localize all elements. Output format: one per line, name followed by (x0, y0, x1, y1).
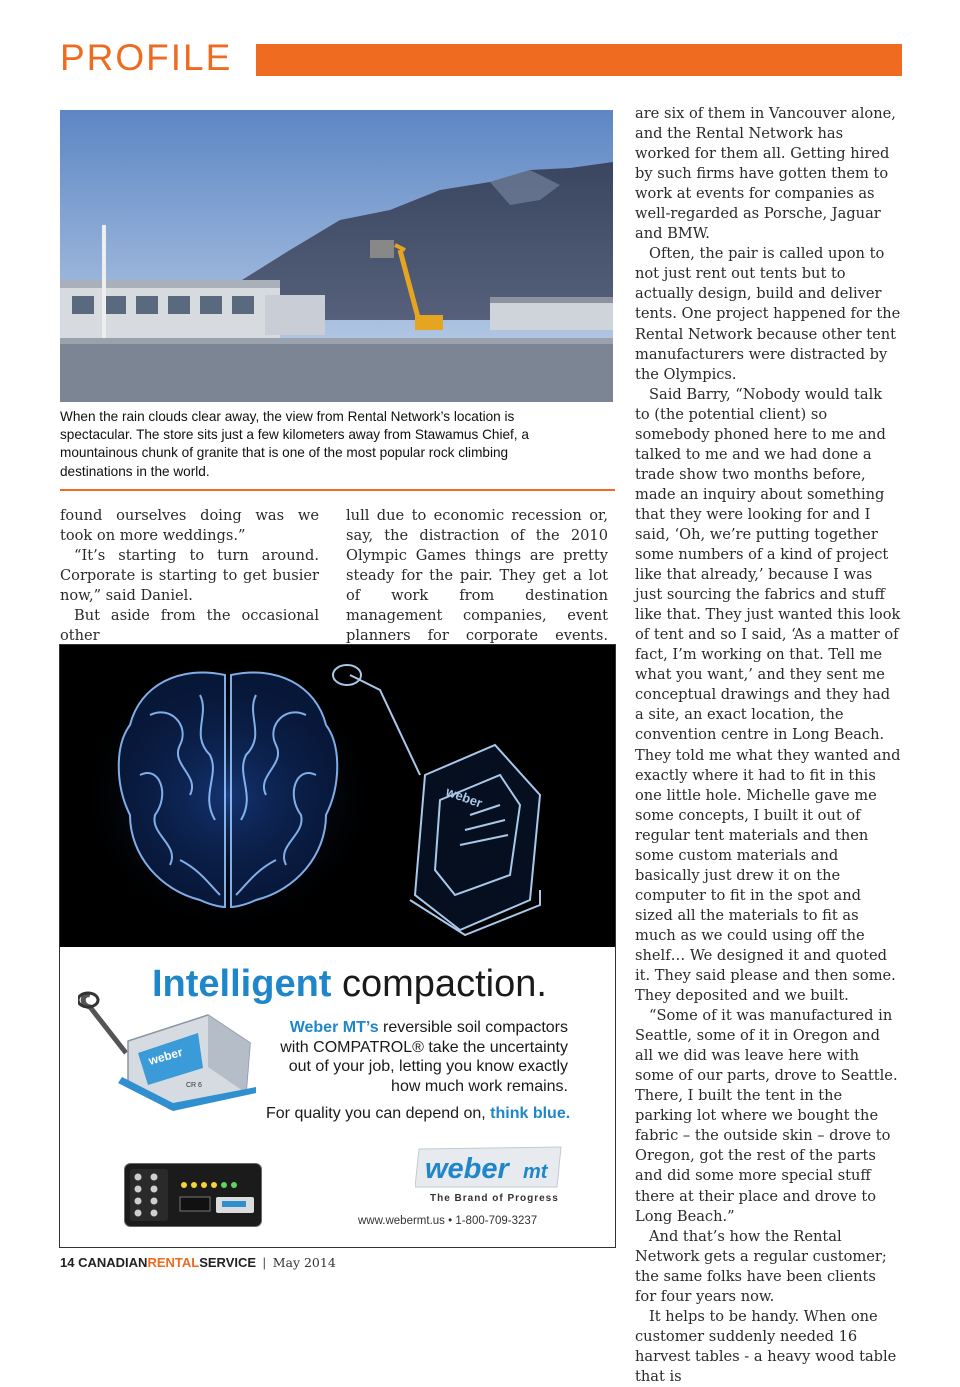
publication-name (78, 1255, 256, 1270)
paragraph: are six of them in Vancouver alone, and the Rental Network has worked for them all. Getting hired by such firms have gotten them to work at events for companies as well-regarded as Porsche, Jaguar and BMW. (635, 105, 896, 243)
paragraph: But aside from the occasional other (60, 607, 319, 645)
store-photo-illustration (60, 110, 613, 402)
ad-copy-line: reversible soil compactors (378, 1019, 568, 1036)
page-footer (60, 1255, 336, 1270)
article-column-3 (635, 104, 901, 1387)
compatrol-panel-icon (124, 1163, 262, 1227)
paragraph: “Some of it was manufactured in Seattle, some of it in Oregon and all we did was leave here with some of our parts, drove to Seattle. There, I built the tent in the parking lot where we bought the fabric – the outside skin – drove to Oregon, got the rest of the parts and did some more special stuff there at their place and drove to Long Beach.” (635, 1007, 898, 1225)
header-bar (256, 44, 902, 76)
publication-name-part: SERVICE (199, 1255, 257, 1270)
compactor-product-icon (78, 983, 268, 1113)
section-title: PROFILE (60, 37, 233, 78)
article-column-1 (60, 506, 319, 646)
publication-name-part: CANADIAN (78, 1255, 148, 1270)
ad-body-copy (260, 1018, 568, 1096)
paragraph: Said Barry, “Nobody would talk to (the potential client) so somebody phoned here to me and talked to me and we had done a trade show two months before, made an inquiry about something that they were looking for and I said, ‘Oh, we’re putting together some numbers of a kind of project like that already,’ because I was just sourcing the fabrics and stuff like that. They just wanted this look of tent and so I said, ‘As a matter of fact, I’m working on that. Tell me what you want,’ and they sent me conceptual drawings and they had a site, an exact location, the convention centre in Long Beach. They told me what they wanted and exactly where it had to fit in this one little hole. Michelle gave me some concepts, I built it out of regular tent materials and then some custom materials and basically just drew it on the computer to fit in the spot and sized all the materials to fit as much as we could using off the shelf… We designed it and quoted it. They said please and then some. They deposited and we built. (635, 385, 901, 1005)
store-photo (60, 110, 613, 402)
ad-contact-info[interactable]: www.webermt.us • 1-800-709-3237 (358, 1215, 538, 1227)
brain-and-compactor-illustration (60, 645, 615, 947)
ad-brand-name: Weber MT’s (289, 1019, 379, 1036)
ad-copy-line: out of your job, letting you know exactly (288, 1058, 568, 1075)
page-number: 14 (60, 1255, 75, 1270)
issue-date: May 2014 (272, 1255, 336, 1270)
quality-text: For quality you can depend on, (266, 1105, 491, 1122)
article-column-2 (346, 506, 608, 666)
ad-copy-panel (60, 947, 615, 1247)
paragraph: “It’s starting to turn around. Corporate is starting to get busier now,” said Daniel. (60, 547, 319, 605)
product-model-label: CR 6 (186, 1082, 202, 1089)
paragraph: found ourselves doing was we took on more weddings.” (60, 507, 319, 545)
footer-separator: | (262, 1255, 267, 1270)
product-brand-label: weber (146, 1044, 185, 1068)
publication-name-part: RENTAL (147, 1255, 200, 1270)
ad-tagline: The Brand of Progress (430, 1193, 559, 1204)
logo-wordmark: weber (425, 1153, 509, 1185)
photo-caption: When the rain clouds clear away, the view from Rental Network’s location is spectacular. The store sits just a few kilometers away from Stawamus Chief, a mountainous chunk of granite that is one of the most popular rock climbing destinations in the world. (60, 409, 529, 479)
headline-emphasis: Intelligent (152, 963, 332, 1005)
caption-divider (60, 489, 615, 491)
weber-mt-logo (415, 1145, 565, 1189)
compactor-brand-mark: weber (443, 783, 485, 811)
ad-copy-line: with COMPATROL® take the uncertainty (280, 1038, 568, 1056)
ad-hero-image (60, 645, 615, 947)
headline-rest: compaction. (331, 963, 547, 1005)
ad-copy-line: how much work remains. (391, 1077, 568, 1095)
think-blue-slogan: think blue. (490, 1105, 571, 1122)
paragraph: lull due to economic recession or, say, the distraction of the 2010 Olympic Games things are pretty steady for the pair. They get a lot of work from destination management companies, event planners for corporate events. (346, 507, 608, 645)
weber-advertisement[interactable] (59, 644, 616, 1248)
paragraph: Often, the pair is called upon to not just rent out tents but to actually design, build and deliver tents. One project happened for the Rental Network because other tent manufacturers were distracted by the Olympics. (635, 245, 901, 383)
paragraph: It helps to be handy. When one customer suddenly needed 16 harvest tables - a heavy wood table that is (635, 1307, 897, 1385)
logo-suffix: mt (523, 1161, 548, 1183)
ad-quality-line (266, 1105, 571, 1123)
paragraph: And that’s how the Rental Network gets a regular customer; the same folks have been clients for four years now. (635, 1227, 887, 1305)
